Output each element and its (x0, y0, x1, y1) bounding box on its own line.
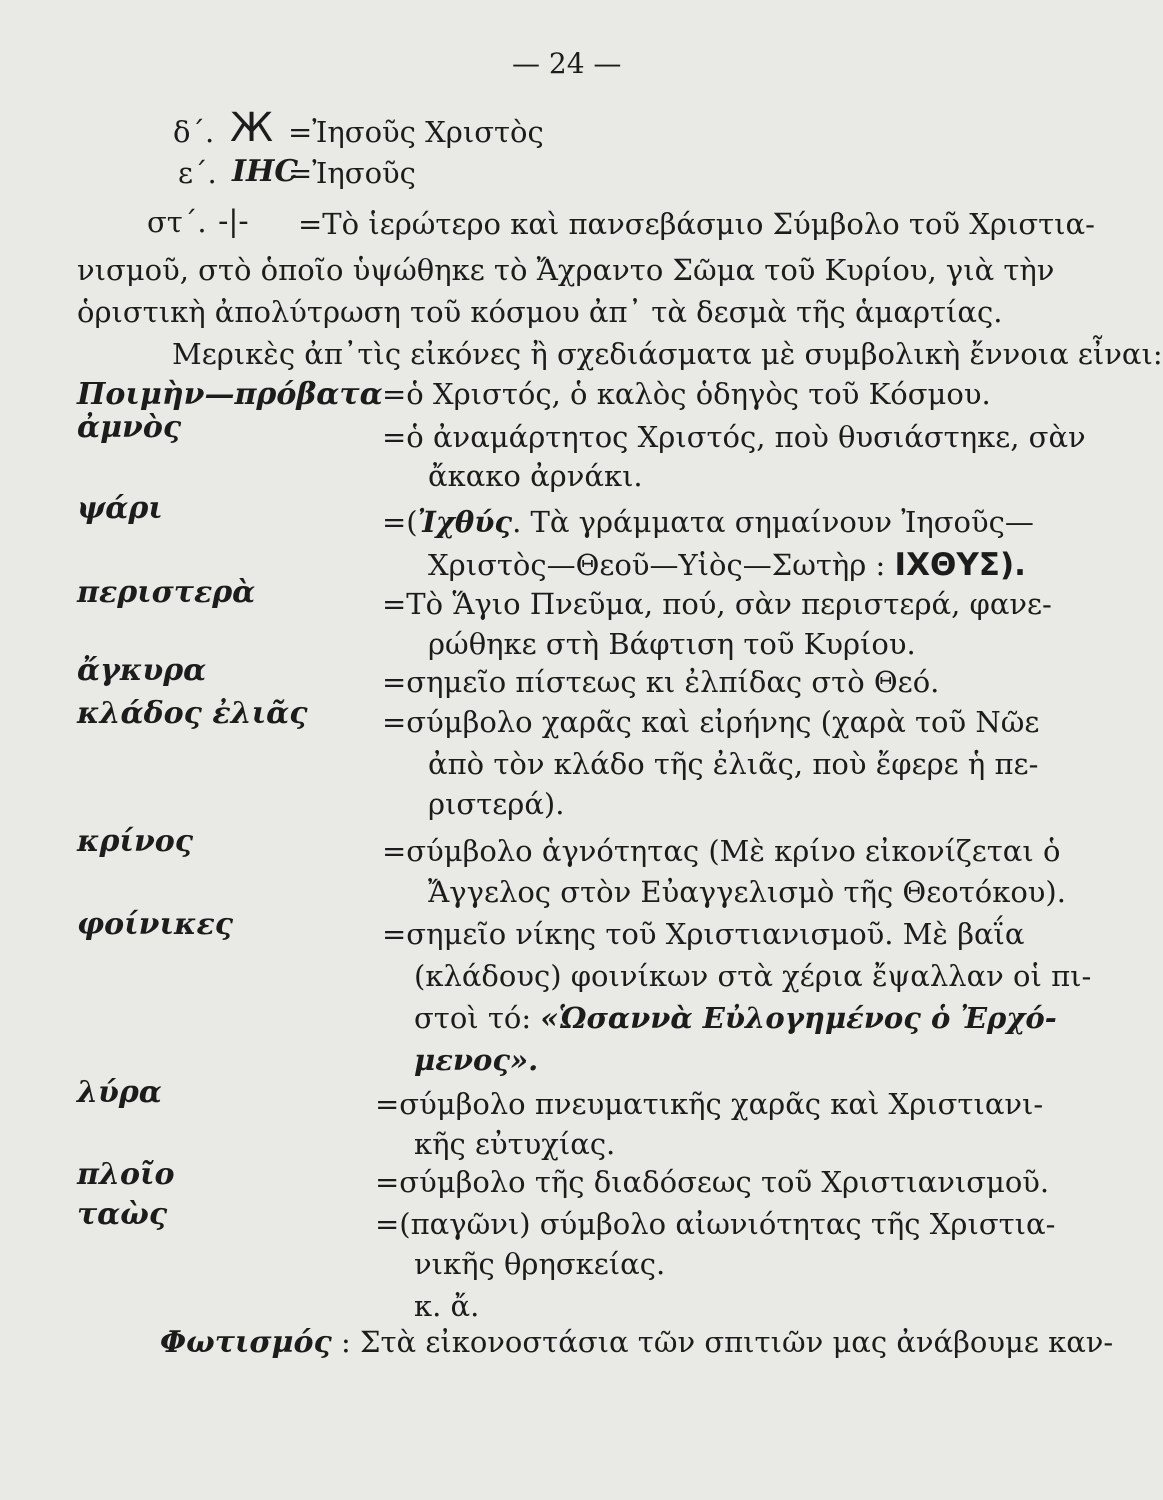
footer-line (160, 1325, 1114, 1360)
def-psari-1 (382, 505, 1034, 539)
term-lyra: λύρα (77, 1075, 162, 1110)
def-klados-2: ἀπὸ τὸν κλάδο τῆς ἐλιᾶς, ποὺ ἔφερε ἡ πε- (428, 747, 1039, 781)
symbol-num-e: ε΄. (178, 156, 217, 190)
term-amnos: ἀμνὸς (77, 410, 182, 445)
page-number: — 24 — (512, 47, 622, 80)
def-psari-2-text: Χριστὸς—Θεοῦ—Υἱὸς—Σωτὴρ : (428, 548, 886, 582)
def-lyra-1: =σύμβολο πνευματικῆς χαρᾶς καὶ Χριστιανι- (375, 1087, 1044, 1121)
symbol-meaning-e: =Ἰησοῦς (288, 156, 416, 190)
term-poimin: Ποιμὴν—πρόβατα (77, 377, 383, 412)
term-foinikes: φοίνικες (77, 907, 233, 942)
footer-text: : Στὰ εἰκονοστάσια τῶν σπιτιῶν μας ἀνάβουμε καν- (331, 1325, 1114, 1359)
def-krinos-2: Ἄγγελος στὸν Εὐαγγελισμὸ τῆς Θεοτόκου). (428, 875, 1066, 909)
hosanna-quote: «Ὡσαννὰ Εὐλογημένος ὁ Ἐρχό- (540, 1001, 1057, 1035)
ichthys-word: Ἰχθύς (417, 505, 513, 539)
def-klados-1: =σύμβολο χαρᾶς καὶ εἰρήνης (χαρὰ τοῦ Νῶε (382, 705, 1040, 739)
def-foinikes-2: (κλάδους) φοινίκων στὰ χέρια ἔψαλλαν οἱ πι- (414, 959, 1092, 993)
symbol-meaning-st: =Τὸ ἱερώτερο καὶ πανσεβάσμιο Σύμβολο τοῦ Χριστια- (298, 207, 1095, 241)
symbol-meaning-d: =Ἰησοῦς Χριστὸς (288, 115, 544, 149)
term-krinos: κρίνος (77, 824, 194, 859)
intro-text: Μερικὲς ἀπ᾽τὶς εἰκόνες ἢ σχεδιάσματα μὲ συμβολικὴ ἔννοια εἶναι: (172, 337, 1163, 371)
def-krinos-1: =σύμβολο ἁγνότητας (Μὲ κρίνο εἰκονίζεται ὁ (382, 834, 1061, 868)
term-agkyra: ἄγκυρα (77, 653, 207, 688)
zh-monogram-symbol: Ж (230, 105, 274, 151)
def-amnos-2: ἄκακο ἀρνάκι. (428, 459, 643, 493)
def-peristera-2: ρώθηκε στὴ Βάφτιση τοῦ Κυρίου. (428, 627, 916, 661)
def-amnos-1: =ὁ ἀναμάρτητος Χριστός, ποὺ θυσιάστηκε, σὰν (382, 420, 1086, 454)
term-taos: ταὼς (77, 1197, 168, 1232)
symbol-num-d: δ΄. (173, 115, 215, 149)
def-foinikes-3-pre: στοὶ τό: (414, 1001, 541, 1035)
term-fotismos: Φωτισμός (160, 1325, 332, 1360)
def-psari-1-pre: =( (382, 505, 418, 539)
def-taos-1: =(παγῶνι) σύμβολο αἰωνιότητας τῆς Χριστια- (375, 1207, 1056, 1241)
cross-symbol: -|- (218, 204, 249, 238)
def-taos-2: νικῆς θρησκείας. (414, 1247, 666, 1281)
ihc-monogram-symbol: IHC (232, 154, 299, 189)
symbol-num-st: στ΄. (147, 205, 207, 239)
def-ploio-1: =σύμβολο τῆς διαδόσεως τοῦ Χριστιανισμοῦ. (375, 1165, 1050, 1199)
def-lyra-2: κῆς εὐτυχίας. (414, 1127, 616, 1161)
def-poimin-1: =ὁ Χριστός, ὁ καλὸς ὁδηγὸς τοῦ Κόσμου. (382, 377, 991, 411)
def-psari-2 (428, 547, 1026, 583)
def-peristera-1: =Τὸ Ἅγιο Πνεῦμα, πού, σὰν περιστερά, φανε- (382, 587, 1052, 621)
symbol-cont-line-1: νισμοῦ, στὸ ὁποῖο ὑψώθηκε τὸ Ἄχραντο Σῶμα τοῦ Κυρίου, γιὰ τὴν (77, 253, 1055, 287)
term-klados: κλάδος ἐλιᾶς (77, 696, 308, 731)
def-agkyra-1: =σημεῖο πίστεως κι ἐλπίδας στὸ Θεό. (382, 665, 940, 699)
term-ploio: πλοῖο (77, 1157, 175, 1192)
def-foinikes-1: =σημεῖο νίκης τοῦ Χριστιανισμοῦ. Μὲ βαΐα (382, 917, 1025, 951)
def-klados-3: ριστερά). (428, 787, 565, 821)
term-peristera: περιστερὰ (77, 575, 256, 610)
term-psari: ψάρι (77, 491, 163, 526)
def-psari-1-post: . Τὰ γράμματα σημαίνουν Ἰησοῦς— (512, 505, 1034, 539)
def-foinikes-3 (414, 1001, 1057, 1035)
def-foinikes-4: μενος». (414, 1043, 539, 1077)
symbol-cont-line-2: ὁριστικὴ ἀπολύτρωση τοῦ κόσμου ἀπ᾽ τὰ δεσμὰ τῆς ἁμαρτίας. (77, 295, 1003, 329)
ichthys-acronym: ΙΧΘΥΣ). (894, 547, 1026, 583)
ka-abbrev: κ. ἄ. (414, 1289, 480, 1323)
